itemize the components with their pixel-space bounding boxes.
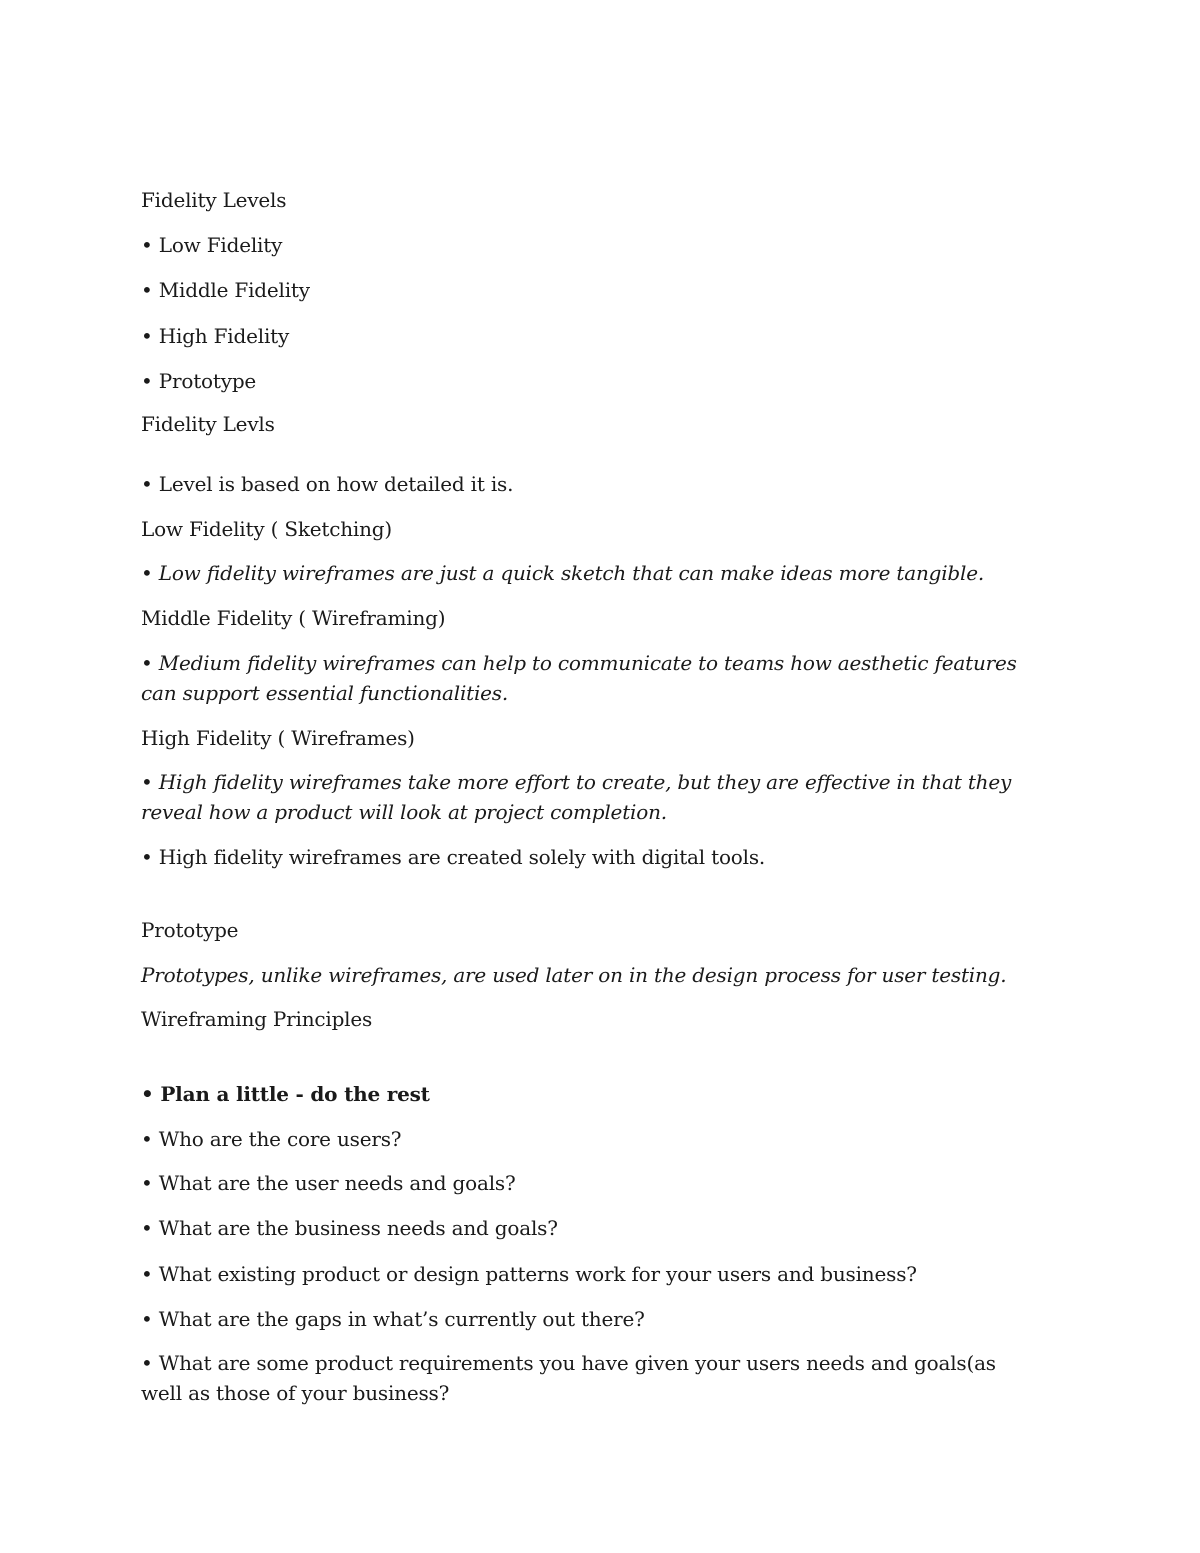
list-item: • Level is based on how detailed it is. (141, 472, 514, 496)
list-item: • Low Fidelity (141, 233, 283, 257)
list-item: • What existing product or design patterns work for your users and business? (141, 1262, 917, 1286)
list-item: • Middle Fidelity (141, 278, 310, 302)
heading-fidelity-levls: Fidelity Levls (141, 412, 275, 436)
list-item-italic: • High fidelity wireframes take more effort to create, but they are effective in that they reveal how a product will look at project completion. (141, 770, 1012, 824)
prototype-paragraph: Prototypes, unlike wireframes, are used later on in the design process for user testing. (141, 963, 1007, 987)
heading-wireframing-principles: Wireframing Principles (141, 1007, 373, 1031)
list-item: • Prototype (141, 369, 257, 393)
list-item: • High fidelity wireframes are created solely with digital tools. (141, 845, 766, 869)
list-item-italic: • Medium fidelity wireframes can help to communicate to teams how aesthetic features can support essential functionalities. (141, 651, 1017, 705)
list-item: • Who are the core users? (141, 1127, 402, 1151)
heading-middle-fidelity: Middle Fidelity ( Wireframing) (141, 606, 446, 630)
list-item-bold: • Plan a little - do the rest (141, 1082, 430, 1106)
list-item: • What are the business needs and goals? (141, 1216, 558, 1240)
heading-fidelity-levels: Fidelity Levels (141, 188, 287, 212)
heading-prototype: Prototype (141, 918, 239, 942)
list-item: • What are some product requirements you have given your users needs and goals(as well as those of your business? (141, 1351, 996, 1405)
list-item: • What are the gaps in what’s currently out there? (141, 1307, 645, 1331)
heading-low-fidelity: Low Fidelity ( Sketching) (141, 517, 393, 541)
list-item: • What are the user needs and goals? (141, 1171, 516, 1195)
list-item: • High Fidelity (141, 324, 290, 348)
heading-high-fidelity: High Fidelity ( Wireframes) (141, 726, 415, 750)
list-item-italic: • Low fidelity wireframes are just a quick sketch that can make ideas more tangible. (141, 561, 985, 585)
